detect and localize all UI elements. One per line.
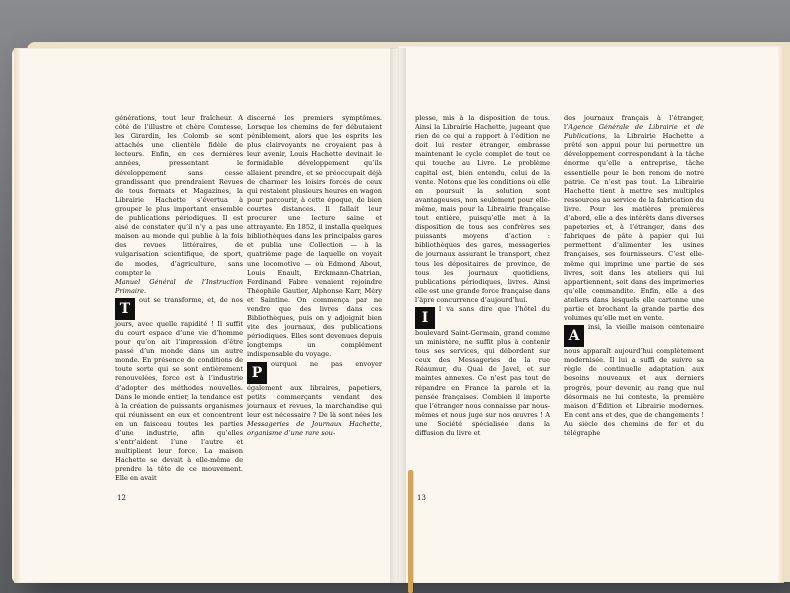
left-col1-paragraph-2-text: out se transforme, et, de nos jours, avec quelle rapidité ! Il suffit du court espace d’une vie d’homme pour qu’on ait l’impression d’être passé d’un monde dans un autre monde. En présence de conditions de toute sorte qui se sont entièrement renouvelées, force est à l’industrie d’adopter des méthodes nouvelles. Dans le monde entier, la tendance est à la création de puissants organismes qui réunissent en eux et concentrent en un faisceau toutes les parties d’une industrie, afin qu’elles s’entr’aident l’une l’autre et multiplient leur force. La maison Hachette se devait à elle-même de prendre la tête de ce mouvement. Elle en avait <box>115 295 243 483</box>
left-col2-paragraph-2-text: ourquoi ne pas envoyer également aux libraires, papetiers, petits commerçants vendant des journaux et revues, la marchandise qui leur est nécessaire ? De là sont nées les <box>247 359 382 419</box>
right-column-1 <box>415 114 550 438</box>
left-page-edge <box>14 48 20 583</box>
right-col1-paragraph-2-text: l va sans dire que l’hôtel du boulevard Saint-Germain, grand comme un ministère, ne suffit plus à contenir tous ses services, qui débordent sur ceux des Messageries de la rue Réaumur, du Quai de Javel, et sur maintes annexes. Ce n’est pas tout de répandre en France la parole et la pensée françaises. Combien il importe que l’étranger nous connaisse par nous-mêmes et nous juge sur nos œuvres ! A une Société spécialisée dans la diffusion du livre et <box>415 304 550 437</box>
right-col2-body: , la Librairie Hachette a prêté son appui pour lui permettre un développement correspondant à la tâche énorme qu’elle a entreprise, tâche essentielle pour le bon renom de notre patrie. Ce n’est pas tout. La Librairie Hachette tient à mettre ses multiples ressources au service de la fabrication du livre. Pour les matières premières d’abord, elle a des intérêts dans diverses papeteries et, à l’étranger, dans des fabriques de pâte à papier qui lui permettent d’alimenter les usines françaises, ses fournisseurs. C’est elle-même qui imprime une partie de ses livres, soit dans les ateliers qui lui appartiennent, soit dans des imprimeries qu’elle commandite. Enfin, elle a des ateliers dans lesquels elle cartonne une partie et brochant la grande partie des volumes qu’elle met en vente. <box>564 132 704 323</box>
right-col2-paragraph-1 <box>564 114 704 323</box>
right-page-edge <box>778 46 784 583</box>
right-col2-intro: des journaux français à l’étranger, l’ <box>564 114 704 132</box>
right-col2-italic-title: Agence Générale de Librairie et de Publications <box>564 123 704 141</box>
right-col2-paragraph-2-text: insi, la vieille maison centenaire nous apparaît aujourd’hui complètement modernisée. Il lui a suffi de suivre sa règle de continuelle adaptation aux besoins nouveaux et aux derniers progrès, pour devenir, au rang que nul désormais ne lui conteste, la première maison d’Édition et Librairie modernes. En cent ans et des, que de changements ! Au siècle des chemins de fer et du télégraphe <box>564 323 704 437</box>
bookmark-ribbon <box>408 470 413 593</box>
left-col1-paragraph-1: générations, tout leur fraîcheur. A côté de l’illustre et chère Comtesse, les Girardin, les Colomb se sont attachés une clientèle fidèle de lecteurs. Enfin, en ces dernières années, pressentant le développement sans cesse grandissant que prendraient Revues de tous formats et Magazines, la Librairie Hachette s’évertua à grouper le plus important ensemble de publications périodiques. Il est aisé de constater qu’il n’y a pas une maison au monde qui publie à la fois des revues littéraires, de vulgarisation scientifique, de sport, de modes, d’agriculture, sans compter le <box>115 114 243 277</box>
left-col2-paragraph-1: discerné les premiers symptômes. Lorsque les chemins de fer débutaient péniblement, alors que les esprits les plus clairvoyants ne croyaient pas à leur avenir, Louis Hachette devinait le formidable développement qu’ils allaient prendre, et se préoccupait déjà de charmer les loisirs forcés de ceux qui restaient plusieurs heures en wagon pour parcourir, à cette époque, de bien courtes distances. Il fallait leur procurer une lecture saine et attrayante. En 1852, il installa quelques bibliothèques dans les principales gares et publia une Collection — à la quatrième page de laquelle on voyait une locomotive — où Edmond About, Louis Enault, Erckmann-Chatrian, Ferdinand Fabre venaient rejoindre Théophile Gautier, Alphonse Karr, Méry et Saintine. On commença par ne vendre que des livres dans ces Bibliothèques, puis on y adjoignit bien vite des journaux, des publications périodiques. Elles sont devenues depuis longtemps un complément indispensable du voyage. <box>247 114 382 359</box>
book-gutter <box>390 48 406 583</box>
left-col2-italic-title: Messageries de Journaux Hachette, organisme d’une rare sou- <box>247 419 382 437</box>
left-col1-paragraph-2 <box>115 296 243 484</box>
right-col1-paragraph-1: plesse, mis à la disposition de tous. Ainsi la Librairie Hachette, jugeant que rien de ce qui a rapport à l’édition ne doit lui rester étranger, embrasse maintenant le cycle complet de tout ce qui touche au Livre. Le problème capital est, bien entendu, celui de la vente. Notons que les conditions où elle en poursuit la solution sont avantageuses, non seulement pour elle-même, mais pour la Librairie française tout entière, puisqu’elle met à la disposition de tous ses confrères ses puissants moyens d’action : bibliothèques des gares, messageries de journaux assurant le transport, chez tous les dépositaires de province, de tous les journaux quotidiens, publications périodiques, livres. Ainsi elle est une grande force française dans l’âpre concurrence d’aujourd’hui. <box>415 114 550 304</box>
right-column-2 <box>564 114 704 438</box>
right-col2-paragraph-2 <box>564 323 704 438</box>
left-column-1 <box>115 114 243 484</box>
right-col1-paragraph-2 <box>415 305 550 438</box>
drop-cap-I: I <box>415 307 435 329</box>
page-number-left: 12 <box>117 494 126 502</box>
drop-cap-T: T <box>115 298 135 320</box>
left-col2-paragraph-2 <box>247 360 382 439</box>
drop-cap-P: P <box>247 362 267 384</box>
drop-cap-A: A <box>564 325 584 347</box>
left-col1-italic-title: Manuel Général de l’Instruction Primaire. <box>115 277 243 295</box>
page-number-right: 13 <box>417 494 426 502</box>
left-column-2 <box>247 114 382 438</box>
